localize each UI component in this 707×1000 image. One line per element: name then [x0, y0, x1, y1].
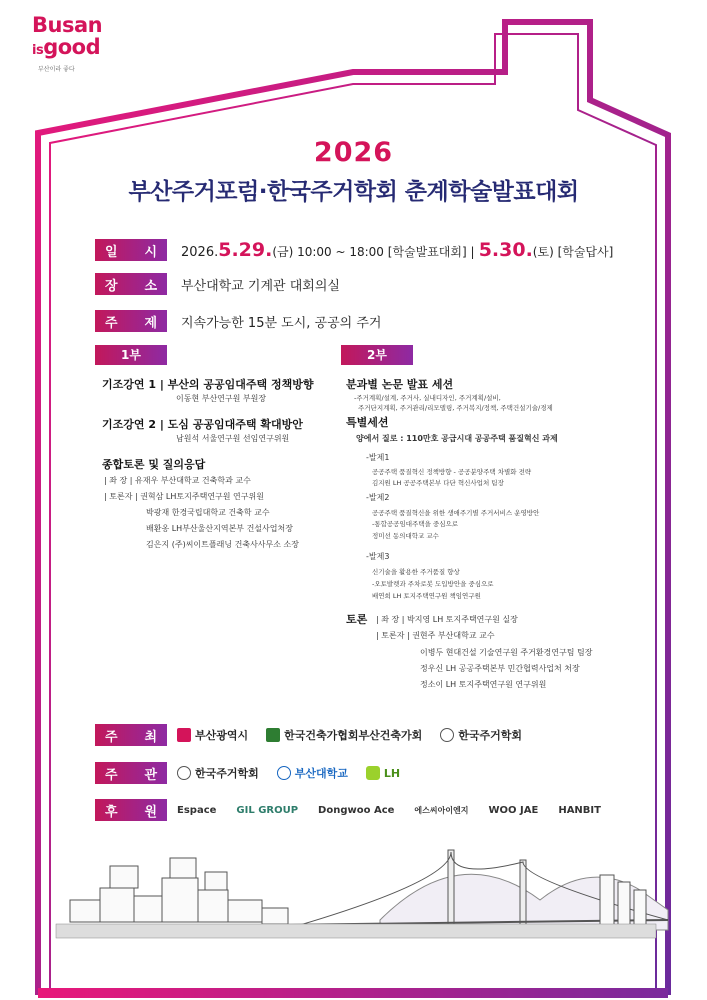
organizer-label-b: 관	[144, 767, 157, 783]
panelist-2: 배환옹 LH부산울산지역본부 건설사업처장	[146, 524, 293, 533]
housing-society-icon	[177, 766, 191, 780]
org-housing	[177, 765, 259, 781]
architects-icon	[266, 728, 280, 742]
theme-label-a: 주	[105, 315, 118, 331]
host-busan	[177, 727, 248, 743]
organizer-row	[95, 762, 418, 784]
support-row	[95, 799, 621, 821]
panel-label: | 토론자 | 권혁삼 LH토지주택연구원 연구위원	[104, 492, 264, 501]
housing-society-icon	[440, 728, 454, 742]
busan-city-icon	[177, 728, 191, 742]
place-label-b: 소	[144, 278, 157, 294]
discussion-panelist-2: 정우신 LH 공공주택본부 민간협력사업처 처장	[420, 664, 580, 673]
host-architects	[266, 727, 422, 743]
keynote2-title: 기조강연 2 | 도심 공공임대주택 확대방안	[102, 418, 303, 431]
place-row	[95, 273, 340, 295]
presentation2-line3: 정미선 동의대학교 교수	[372, 532, 439, 540]
discussion-chair: | 좌 장 | 박지영 LH 토지주택연구원 실장	[376, 615, 518, 624]
discussion-title: 토론	[346, 613, 368, 626]
presentation3-head: -발제3	[366, 552, 390, 561]
busan-logo	[32, 14, 122, 73]
support-label-a: 후	[105, 804, 118, 820]
host-label-b: 최	[144, 729, 157, 745]
discussion-panelist-1: 이병두 현대건설 기술연구원 주거환경연구팀 팀장	[420, 648, 593, 657]
presentation2-head: -발제2	[366, 493, 390, 502]
date-label	[95, 239, 167, 261]
date-row	[95, 239, 613, 261]
date-label-b: 시	[144, 244, 157, 260]
date-mid: (금) 10:00 ~ 18:00 [학술발표대회] |	[272, 245, 475, 259]
keynote2-speaker: 남원석 서울연구원 선임연구위원	[176, 434, 290, 443]
logo-is: is	[32, 43, 44, 58]
date-text	[181, 239, 613, 261]
theme-text: 지속가능한 15분 도시, 공공의 주거	[181, 315, 382, 331]
organizer-label	[95, 762, 167, 784]
presentation3-line1: 신기술을 활용한 주거품질 향상	[372, 568, 460, 576]
discussion-panel: | 토론자 | 권현주 부산대학교 교수	[376, 631, 495, 640]
support-hanbit: HANBIT	[558, 804, 601, 816]
support-woojae: WOO JAE	[488, 804, 539, 816]
part2-tag: 2부	[341, 345, 413, 365]
session2-sub: 양에서 질로 : 110만호 공급시대 공공주택 품질혁신 과제	[356, 434, 558, 443]
support-dongwoo: Dongwoo Ace	[318, 804, 395, 816]
logo-sub: 부산이라 좋다	[38, 66, 75, 73]
presentation3-line3: 배연희 LH 토지주택연구원 책임연구원	[372, 592, 481, 600]
title-year: 2026	[313, 137, 394, 168]
presentation3-line2: -오토발렛과 주차로봇 도입방안을 중심으로	[372, 580, 494, 588]
org-pnu	[277, 765, 348, 781]
title-main: 부산주거포럼·한국주거학회 춘계학술발표대회	[128, 179, 579, 205]
place-text: 부산대학교 기계관 대회의실	[181, 278, 340, 294]
org-pnu-text: 부산대학교	[294, 767, 348, 780]
host-architects-text: 한국건축가협회부산건축가회	[284, 729, 423, 742]
support-label	[95, 799, 167, 821]
session2-title: 특별세션	[346, 416, 389, 429]
support-sci: 에스씨아이엔지	[414, 805, 469, 815]
session1-line2: 주거단지계획, 주거관리/리모델링, 주거복지/정책, 주택건설기술/경제	[358, 404, 553, 412]
host-busan-text: 부산광역시	[195, 729, 249, 742]
host-label	[95, 724, 167, 746]
theme-label	[95, 310, 167, 332]
panelist-1: 박광재 한경국립대학교 건축학 교수	[146, 508, 270, 517]
host-housing	[440, 727, 522, 743]
session1-line1: -주거계획/설계, 주거사, 실내디자인, 주거계획/설비,	[354, 394, 501, 402]
date-day2: 5.30.	[478, 239, 533, 261]
org-lh-text: LH	[383, 766, 401, 780]
org-housing-text: 한국주거학회	[195, 767, 259, 780]
keynote1-title: 기조강연 1 | 부산의 공공임대주택 정책방향	[102, 378, 314, 391]
presentation1-line1: 공공주택 품질혁신 정책방향 - 공공분양주택 차별화 전략	[372, 468, 532, 476]
presentation1-head: -발제1	[366, 453, 390, 462]
place-label	[95, 273, 167, 295]
part1-tag: 1부	[95, 345, 167, 365]
date-prefix: 2026.	[181, 245, 219, 260]
pnu-emblem-icon	[277, 766, 291, 780]
panelist-3: 김은지 (주)씨이트플래닝 건축사사무소 소장	[146, 540, 299, 549]
logo-good: good	[43, 35, 101, 59]
date-label-a: 일	[105, 244, 118, 260]
theme-label-b: 제	[144, 315, 157, 331]
support-label-b: 원	[144, 804, 157, 820]
date-end: (토) [학술답사]	[532, 245, 614, 259]
lh-logo-icon	[366, 766, 380, 780]
panel-chair: | 좌 장 | 유재우 부산대학교 건축학과 교수	[104, 476, 251, 485]
support-espace: Espace	[177, 804, 217, 816]
presentation1-line2: 김지원 LH 공공주택본부 다단 혁신사업처 팀장	[372, 479, 504, 487]
session1-title: 분과별 논문 발표 세션	[346, 378, 454, 391]
keynote1-speaker: 이동현 부산연구원 부원장	[176, 394, 267, 403]
logo-line1: Busan	[32, 13, 103, 37]
host-row	[95, 724, 540, 746]
busan-skyline-illustration	[0, 820, 707, 1000]
host-housing-text: 한국주거학회	[458, 729, 523, 742]
discussion-panelist-3: 정소이 LH 토지주택연구원 연구위원	[420, 680, 547, 689]
theme-row	[95, 310, 381, 332]
presentation2-line2: -통합공공임대주택을 중심으로	[372, 520, 459, 528]
place-label-a: 장	[105, 278, 118, 294]
date-day1: 5.29.	[218, 239, 273, 261]
org-lh	[366, 766, 400, 780]
panel-title: 종합토론 및 질의응답	[102, 458, 206, 471]
host-label-a: 주	[105, 729, 118, 745]
logo-line2	[32, 36, 122, 62]
organizer-label-a: 주	[105, 767, 118, 783]
support-gil: GIL GROUP	[236, 804, 299, 816]
presentation2-line1: 공공주택 품질혁신을 위한 생애주기별 주거서비스 운영방안	[372, 509, 540, 517]
